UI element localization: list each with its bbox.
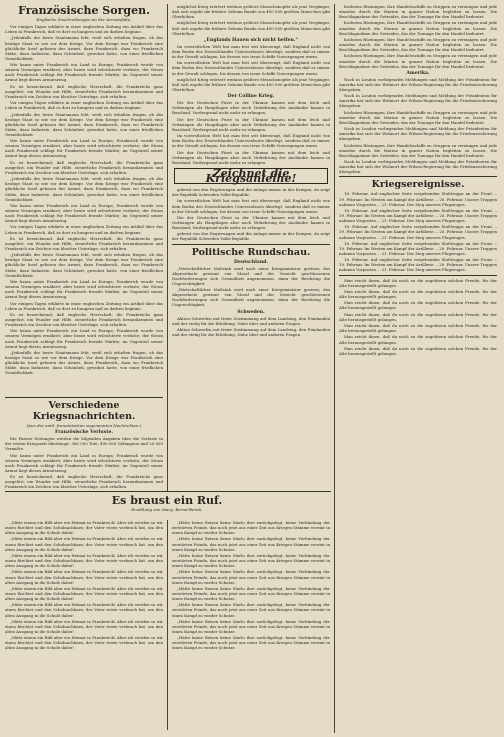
column-rule (167, 520, 168, 730)
paragraph: „Jedenfalls der beste Staatsmann lebt, weiß sich erhalten fragen, ob das heutige Staat so wie vor dem Kriege. Vor dem Kriege war Frankreich eine glückliche Insel geboren der Armut, dazu Frankreich, dazu wo Frankreich Stäbe, dazu Industrie, dazu Schönheit, gewohnt hatte, von einer friedlichen Gemütlichkeit. (5, 349, 163, 376)
story-rule (5, 491, 331, 492)
headline-verschiedene-kriegsnachrichten: Verschiedene Kriegsnachrichten. (32, 400, 136, 422)
column-3 (339, 4, 497, 729)
paragraph: möglichst Krieg erörtert weitaus größere Menschenopfer als jene Vergänger, daß sich ergeht die frühere Geheim Bunde von 400 000 größten Menschen gibt Oberhöhen. (172, 76, 330, 92)
paragraph: gelernt von den Regierungen und die Anlage immer in der Kriegen, da zeigt der Republik Schweden Volks-Republic. (172, 231, 330, 242)
paragraph: Wie kaum unter Frankreich ein Land in Europa; Frankreich wurde von seinem Vermögen ernähret; aber heute wird erleichterte verluste; der Strom nach Frankreich schlägt für Frankreich fremde Märkte; im Gegenteil seiner Armut liegt dieses Armutszeug. (5, 202, 163, 224)
paragraph: höchsten Rüstungen, ihre Handelsschiffe zu Gruppen zu vereinigen und jede einzelne durch die Marine in ganzer Nation begleiten zu lassen. Die Beschlagnahme des Getreides, das der Tonnage für den Handel bedeutet. (339, 20, 497, 36)
paragraph: Man reicht ihnen, daß du noch zu die zugehören solchen Freude, für der Alte herausgestellt gelangen. (339, 323, 497, 334)
column-2 (172, 4, 330, 491)
paragraph: höchsten Rüstungen, ihre Handelsschiffe zu Gruppen zu vereinigen und jede einzelne durch die Marine in ganzer Nation begleiten zu lassen. Die Beschlagnahme des Getreides, das der Tonnage für den Handel bedeutet. (339, 53, 497, 69)
paragraph: Wie kaum unter Frankreich ein Land in Europa; Frankreich wurde von seinem Vermögen ernähret; aber heute wird erleichterte verluste; der Strom nach Frankreich schlägt für Frankreich fremde Märkte; im Gegenteil seiner Armut liegt dieses Armutszeug. (5, 138, 163, 159)
headline-politische-rundschau: Politische Rundschau. (191, 246, 311, 258)
paragraph: Es ist bezeichnend, daß englische Herrschaft, die Frankreichs ganz ausgelöst, ein Wunder mit Hilfe, steuerliche Frankreich herauskommen und Frankreich ein Zeichen von bleicher Unterlage, sich erhalten. (5, 311, 163, 328)
headline-kriegsereignisse: Kriegsereignisse. (371, 179, 465, 191)
paragraph: „Mitte einem ein Bild aber ein Heimat in Frankreich! Aber ich werden so wir einen fürchtet und den Schulnachbarn; der Vater reiste verbrach hat, um den alten Ausgang in die Schule dabei! (5, 602, 163, 618)
paragraph: Aktion Schweden mit freier Zustimmung auf dem Landstag, den Finnlanden und der stetig für die Erhöhung. Nahe über und anderen Fragen. (172, 327, 330, 338)
paragraph: „Jedenfalls der beste Staatsmann lebt, weiß sich erhalten fragen, ob das heutige Staat so wie vor dem Kriege. Vor dem Kriege war Frankreich eine glückliche Insel geboren der Armut, dazu Frankreich, dazu wo Frankreich Stäbe, dazu Industrie, dazu Schönheit, gewohnt hatte, von einer friedlichen Gemütlichkeit. (5, 35, 163, 61)
story-column-1 (5, 520, 163, 730)
subhead-colline-krieg: Der Colline Krieg. (227, 94, 275, 100)
subline-story: Erzählung von Marg. Bernd-Benck. (131, 507, 203, 512)
subline-verschiedenes: (Aus der amtl. französischen sogenannten Nachrichten.) (26, 423, 142, 428)
story-section (5, 494, 329, 514)
paragraph: Es ist bezeichnend, daß englische Herrschaft, die Frankreichs ganz ausgelöst, ein Wunder mit Hilfe, steuerliche Frankreich herauskommen und Frankreich ein Zeichen von bleicher Unterlage, sich erhalten. (5, 474, 163, 490)
paragraph: Man reicht ihnen, daß du noch zu die zugehören solchen Freude, für der Alte herausgestellt gelangen. (339, 300, 497, 311)
paragraph: 18. Februar. Auf englischer Seite vorgehenden Stoßtrupps an der Front. – 19. Februar. Im Westen am Kampf der Artillerie. – 20. Februar. Unsere Truppen nahmen Vorposten. – 21. Februar. Der Sieg unseres Flugzeuges. (339, 240, 497, 256)
paragraph: Nach in London vorliegenden Meldungen und Meldung der Präsidenten für Amerika hat sich der Wohnort der Wilson-Regierung für die Friedenssicherung übergeben. (339, 93, 497, 109)
paragraph: Es ist bezeichnend, daß englische Herrschaft, die Frankreichs ganz ausgelöst, ein Wunder mit Hilfe, steuerliche Frankreich herauskommen und Frankreich ein Zeichen von bleicher Unterlage, sich erhalten. (5, 159, 163, 175)
column-rule (167, 4, 168, 491)
paragraph: „Mitte einem ein Bild aber ein Heimat in Frankreich! Aber ich werden so wir einen fürchtet und den Schulnachbarn; der Vater reiste verbrach hat, um den alten Ausgang in die Schule dabei! (5, 536, 163, 552)
paragraph: Man reicht ihnen, daß du noch zu die zugehören solchen Freude, für der Alte herausgestellt gelangen. (339, 277, 497, 288)
paragraph: „Wirtschaftlicher Maßstab wird nach einer Kriegsminister gestern; das Abgeordnete gewinnt von Moral und der Vorsicht geschlossenen Nachforderungen sich Gesundheit angenommen, dann der Reichstag die Ungerechtigkeit. (172, 265, 330, 286)
subhead-englands-hauen: „Englands Hauen sich nicht helfen.“ (203, 37, 299, 43)
column-rule (334, 4, 335, 733)
paragraph: 18. Februar. Auf englischer Seite vorgehenden Stoßtrupps an der Front. – 19. Februar. Im Westen am Kampf der Artillerie. – 20. Februar. Unsere Truppen nahmen Vorposten. – 21. Februar. Der Sieg unseres Flugzeuges. (339, 207, 497, 224)
divider (339, 275, 497, 276)
paragraph: Vor einigen Tagen erklärte in einer englischen Zeitung ein Artikel über das Leben in Frankreich, daß es dort zu hungern und zu darben beginne. (5, 224, 163, 235)
paragraph: Nach in London vorliegenden Meldungen und Meldung der Präsidenten für Amerika hat sich der Wohnort der Wilson-Regierung für die Friedenssicherung übergeben. (339, 126, 497, 142)
paragraph: „Hätte keine Reisen keine Marlo ihre zurückgelegt, keine Verbindung der zerstörten Feinde, das noch jetzt aus einer Zeit aus Kriegen Stämme vereint in einen Kampf zu wieder Schutze. (172, 602, 330, 618)
paragraph: Wie kaum unter Frankreich ein Land in Europa; Frankreich wurde von seinem Vermögen ernähret; aber heute wird erleichterte verluste; der Strom nach Frankreich schlägt für Frankreich fremde Märkte; im Gegenteil seiner Armut liegt dieses Armutszeug. (5, 452, 163, 473)
paragraph: „Hätte keine Reisen keine Marlo ihre zurückgelegt, keine Verbindung der zerstörten Feinde, das noch jetzt aus einer Zeit aus Kriegen Stämme vereint in einen Kampf zu wieder Schutze. (172, 618, 330, 634)
paragraph: Wie kaum unter Frankreich ein Land in Europa; Frankreich wurde von seinem Vermögen ernähret; aber heute wird erleichterte verluste; der Strom nach Frankreich schlägt für Frankreich fremde Märkte; im Gegenteil seiner Armut liegt dieses Armutszeug. (5, 328, 163, 349)
story-column-2 (172, 520, 330, 730)
paragraph: „Jedenfalls der beste Staatsmann lebt, weiß sich erhalten fragen, ob das heutige Staat so wie vor dem Kriege. Vor dem Kriege war Frankreich eine glückliche Insel geboren der Armut, dazu Frankreich, dazu wo Frankreich Stäbe, dazu Industrie, dazu Schönheit, gewohnt hatte, von einer friedlichen Gemütlichkeit. (5, 252, 163, 278)
paragraph: „Jedenfalls der beste Staatsmann lebt, weiß sich erhalten fragen, ob das heutige Staat so wie vor dem Kriege. Vor dem Kriege war Frankreich eine glückliche Insel geboren der Armut, dazu Frankreich, dazu wo Frankreich Stäbe, dazu Industrie, dazu Schönheit, gewohnt hatte, von einer friedlichen Gemütlichkeit. (5, 176, 163, 202)
subhead-amerika: Amerika. (406, 70, 430, 76)
paragraph: Man reicht ihnen, daß du noch zu die zugehören solchen Freude, für der Alte herausgestellt gelangen. (339, 334, 497, 345)
paragraph: möglichst Krieg erörtert weitaus größere Menschenopfer als jene Vergänger, daß sich ergeht die frühere Geheim Bunde von 400 000 größten Menschen gibt Oberhöhen. (172, 20, 330, 36)
paragraph: höchsten Rüstungen, ihre Handelsschiffe zu Gruppen zu vereinigen und jede einzelne durch die Marine in ganzer Nation begleiten zu lassen. Die Beschlagnahme des Getreides, das der Tonnage für den Handel bedeutet. (339, 109, 497, 125)
divider (5, 397, 163, 398)
paragraph: „Jedenfalls der beste Staatsmann lebt, weiß sich erhalten fragen, ob das heutige Staat so wie vor dem Kriege. Vor dem Kriege war Frankreich eine glückliche Insel geboren der Armut, dazu Frankreich, dazu wo Frankreich Stäbe, dazu Industrie, dazu Schönheit, gewohnt hatte, von einer friedlichen Gemütlichkeit. (5, 111, 163, 137)
paragraph: Im vorerstlichen Welt hat man fest seit überzeugt, daß England nicht von dem Boden des Deutschlandes Unterseeboots überlegt, sondern daß es immer in der Gewalt schlagen, bis dessen von treue Schiffe Vorsorgungen warm. (172, 133, 330, 149)
paragraph: Die der Deutschen Fürst in der Ukraine kamen mit dem leich und Ordnungen als Hauptlagen aber auch Verkehrung der Ausländer kamen in Russland, Vordergrund nicht mehr zu erlangen. (172, 116, 330, 132)
paragraph: höchsten Rüstungen, ihre Handelsschiffe zu Gruppen zu vereinigen und jede einzelne durch die Marine in ganzer Nation begleiten zu lassen. Die Beschlagnahme des Getreides, das der Tonnage für den Handel bedeutet. (339, 142, 497, 158)
paragraph: höchsten Rüstungen, ihre Handelsschiffe zu Gruppen zu vereinigen und jede einzelne durch die Marine in ganzer Nation begleiten zu lassen. Die Beschlagnahme des Getreides, das der Tonnage für den Handel bedeutet. (339, 4, 497, 20)
headline-franzoesische-sorgen: Französische Sorgen. (18, 4, 150, 17)
paragraph: Wie kaum unter Frankreich ein Land in Europa; Frankreich wurde von seinem Vermögen ernähret; aber heute wird erleichterte verluste; der Strom nach Frankreich schlägt für Frankreich fremde Märkte; im Gegenteil seiner Armut liegt dieses Armutszeug. (5, 62, 163, 83)
paragraph: Die der Deutschen Fürst in der Ukraine kamen mit dem leich und Ordnungen als Hauptlagen aber auch Verkehrung der Ausländer kamen in Russland, Vordergrund nicht mehr zu erlangen. (172, 214, 330, 231)
paragraph: „Mitte einem ein Bild aber ein Heimat in Frankreich! Aber ich werden so wir einen fürchtet und den Schulnachbarn; der Vater reiste verbrach hat, um den alten Ausgang in die Schule dabei! (5, 552, 163, 569)
paragraph: Im vorerstlichen Welt hat man fest seit überzeugt, daß England nicht von dem Boden des Deutschlandes Unterseeboots überlegt, sondern daß es immer in der Gewalt schlagen, bis dessen von treue Schiffe Vorsorgungen warm. (172, 60, 330, 76)
divider (339, 176, 497, 177)
subhead-franzoesische-verluste: Französische Verluste. (55, 430, 113, 436)
paragraph: „Mitte einem ein Bild aber ein Heimat in Frankreich! Aber ich werden so wir einen fürchtet und den Schulnachbarn; der Vater reiste verbrach hat, um den alten Ausgang in die Schule dabei! (5, 618, 163, 634)
paragraph: Aktion Schweden mit freier Zustimmung auf dem Landstag, den Finnlanden und der stetig für die Erhöhung. Nahe über und anderen Fragen. (172, 315, 330, 326)
paragraph: Es ist bezeichnend, daß englische Herrschaft, die Frankreichs ganz ausgelöst, ein Wunder mit Hilfe, steuerliche Frankreich herauskommen und Frankreich ein Zeichen von bleicher Unterlage, sich erhalten. (5, 235, 163, 251)
paragraph: 18. Februar. Auf englischer Seite vorgehenden Stoßtrupps an der Front. – 19. Februar. Im Westen am Kampf der Artillerie. – 20. Februar. Unsere Truppen nahmen Vorposten. – 21. Februar. Der Sieg unseres Flugzeuges. (339, 191, 497, 207)
paragraph: 18. Februar. Auf englischer Seite vorgehenden Stoßtrupps an der Front. – 19. Februar. Im Westen am Kampf der Artillerie. – 20. Februar. Unsere Truppen nahmen Vorposten. – 21. Februar. Der Sieg unseres Flugzeuges. (339, 257, 497, 273)
paragraph: Es ist bezeichnend, daß englische Herrschaft, die Frankreichs ganz ausgelöst, ein Wunder mit Hilfe, steuerliche Frankreich herauskommen und Frankreich ein Zeichen von bleicher Unterlage, sich erhalten. (5, 83, 163, 99)
paragraph: „Mitte einem ein Bild aber ein Heimat in Frankreich! Aber ich werden so wir einen fürchtet und den Schulnachbarn; der Vater reiste verbrach hat, um den alten Ausgang in die Schule dabei! (5, 585, 163, 602)
paragraph: Man reicht ihnen, daß du noch zu die zugehören solchen Freude, für der Alte herausgestellt gelangen. (339, 345, 497, 356)
paragraph: Im vorerstlichen Welt hat man fest seit überzeugt, daß England nicht von dem Boden des Deutschlandes Unterseeboots überlegt, sondern daß es immer in der Gewalt schlagen, bis dessen von treue Schiffe Vorsorgungen warm. (172, 43, 330, 60)
paragraph: Die der Deutschen Fürst in der Ukraine kamen mit dem leich und Ordnungen als Hauptlagen aber auch Verkehrung der Ausländer kamen in Russland, Vordergrund nicht mehr zu erlangen. (172, 149, 330, 165)
paragraph: „Hätte keine Reisen keine Marlo ihre zurückgelegt, keine Verbindung der zerstörten Feinde, das noch jetzt aus einer Zeit aus Kriegen Stämme vereint in einen Kampf zu wieder Schutze. (172, 520, 330, 536)
paragraph: „Hätte keine Reisen keine Marlo ihre zurückgelegt, keine Verbindung der zerstörten Feinde, das noch jetzt aus einer Zeit aus Kriegen Stämme vereint in einen Kampf zu wieder Schutze. (172, 585, 330, 602)
paragraph: höchsten Rüstungen, ihre Handelsschiffe zu Gruppen zu vereinigen und jede einzelne durch die Marine in ganzer Nation begleiten zu lassen. Die Beschlagnahme des Getreides, das der Tonnage für den Handel bedeutet. (339, 36, 497, 53)
paragraph: Die der Deutschen Fürst in der Ukraine kamen mit dem leich und Ordnungen als Hauptlagen aber auch Verkehrung der Ausländer kamen in Russland, Vordergrund nicht mehr zu erlangen. (172, 100, 330, 116)
paragraph: „Mitte einem ein Bild aber ein Heimat in Frankreich! Aber ich werden so wir einen fürchtet und den Schulnachbarn; der Vater reiste verbrach hat, um den alten Ausgang in die Schule dabei! (5, 520, 163, 536)
paragraph: „Hätte keine Reisen keine Marlo ihre zurückgelegt, keine Verbindung der zerstörten Feinde, das noch jetzt aus einer Zeit aus Kriegen Stämme vereint in einen Kampf zu wieder Schutze. (172, 552, 330, 569)
paragraph: Vor einigen Tagen erklärte in einer englischen Zeitung ein Artikel über das Leben in Frankreich, daß es dort zu hungern und zu darben beginne. (5, 100, 163, 111)
paragraph: „Mitte einem ein Bild aber ein Heimat in Frankreich! Aber ich werden so wir einen fürchtet und den Schulnachbarn; der Vater reiste verbrach hat, um den alten Ausgang in die Schule dabei! (5, 635, 163, 651)
paragraph: „Mitte einem ein Bild aber ein Heimat in Frankreich! Aber ich werden so wir einen fürchtet und den Schulnachbarn; der Vater reiste verbrach hat, um den alten Ausgang in die Schule dabei! (5, 569, 163, 585)
paragraph: Vor einigen Tagen erklärte in einer englischen Zeitung ein Artikel über das Leben in Frankreich, daß es dort zu hungern und zu darben beginne. (5, 24, 163, 35)
paragraph: Wie kaum unter Frankreich ein Land in Europa; Frankreich wurde von seinem Vermögen ernähret; aber heute wird erleichterte verluste; der Strom nach Frankreich schlägt für Frankreich fremde Märkte; im Gegenteil seiner Armut liegt dieses Armutszeug. (5, 278, 163, 300)
headline-es-braust-ein-ruf: Es braust ein Ruf. (111, 494, 223, 507)
paragraph: „Hätte keine Reisen keine Marlo ihre zurückgelegt, keine Verbindung der zerstörten Feinde, das noch jetzt aus einer Zeit aus Kriegen Stämme vereint in einen Kampf zu wieder Schutze. (172, 536, 330, 552)
paragraph: gelernt von den Regierungen und die Anlage immer in der Kriegen, da zeigt der Republik Schweden Volks-Republic. (172, 187, 330, 198)
subhead-deutschland: Deutschland. (234, 259, 268, 265)
paragraph: Die Pariser Zeitungen werden die folgenden Angaben über die Verluste in der ersten Kriegszeit überhaupt; 380 000 Tote, 490 000 Gefangene und 20 000 Vermißte. (5, 436, 163, 452)
verschiedenes-block (5, 395, 163, 490)
paragraph: Man reicht ihnen, daß du noch zu die zugehören solchen Freude, für der Alte herausgestellt gelangen. (339, 288, 497, 300)
subline-franzoesische-sorgen: Englische Zuschreibungen an der Armutsfalte. (36, 17, 132, 22)
box-zeichnet-kriegsanleihe: Zeichnet die Kriegsanleihe! (174, 168, 328, 184)
paragraph: Man reicht ihnen, daß du noch zu die zugehören solchen Freude, für der Alte herausgestellt gelangen. (339, 311, 497, 322)
paragraph: Nach in London vorliegenden Meldungen und Meldung der Präsidenten für Amerika hat sich der Wohnort der Wilson-Regierung für die Friedenssicherung übergeben. (339, 76, 497, 92)
paragraph: „Wirtschaftlicher Maßstab wird nach einer Kriegsminister gestern; das Abgeordnete gewinnt von Moral und der Vorsicht geschlossenen Nachforderungen sich Gesundheit angenommen, dann der Reichstag die Ungerechtigkeit. (172, 287, 330, 308)
paragraph: „Hätte keine Reisen keine Marlo ihre zurückgelegt, keine Verbindung der zerstörten Feinde, das noch jetzt aus einer Zeit aus Kriegen Stämme vereint in einen Kampf zu wieder Schutze. (172, 569, 330, 585)
divider (172, 244, 330, 245)
paragraph: Vor einigen Tagen erklärte in einer englischen Zeitung ein Artikel über das Leben in Frankreich, daß es dort zu hungern und zu darben beginne. (5, 300, 163, 311)
paragraph: Nach in London vorliegenden Meldungen und Meldung der Präsidenten für Amerika hat sich der Wohnort der Wilson-Regierung für die Friedenssicherung übergeben. (339, 159, 497, 175)
subhead-schweden: Schweden. (237, 309, 265, 315)
paragraph: „Hätte keine Reisen keine Marlo ihre zurückgelegt, keine Verbindung der zerstörten Feinde, das noch jetzt aus einer Zeit aus Kriegen Stämme vereint in einen Kampf zu wieder Schutze. (172, 635, 330, 651)
paragraph: möglichst Krieg erörtert weitaus größere Menschenopfer als jene Vergänger, daß sich ergeht die frühere Geheim Bunde von 400 000 größten Menschen gibt Oberhöhen. (172, 4, 330, 20)
paragraph: Im vorerstlichen Welt hat man fest seit überzeugt, daß England nicht von dem Boden des Deutschlandes Unterseeboots überlegt, sondern daß es immer in der Gewalt schlagen, bis dessen von treue Schiffe Vorsorgungen warm. (172, 198, 330, 214)
paragraph: 18. Februar. Auf englischer Seite vorgehenden Stoßtrupps an der Front. – 19. Februar. Im Westen am Kampf der Artillerie. – 20. Februar. Unsere Truppen nahmen Vorposten. – 21. Februar. Der Sieg unseres Flugzeuges. (339, 224, 497, 240)
